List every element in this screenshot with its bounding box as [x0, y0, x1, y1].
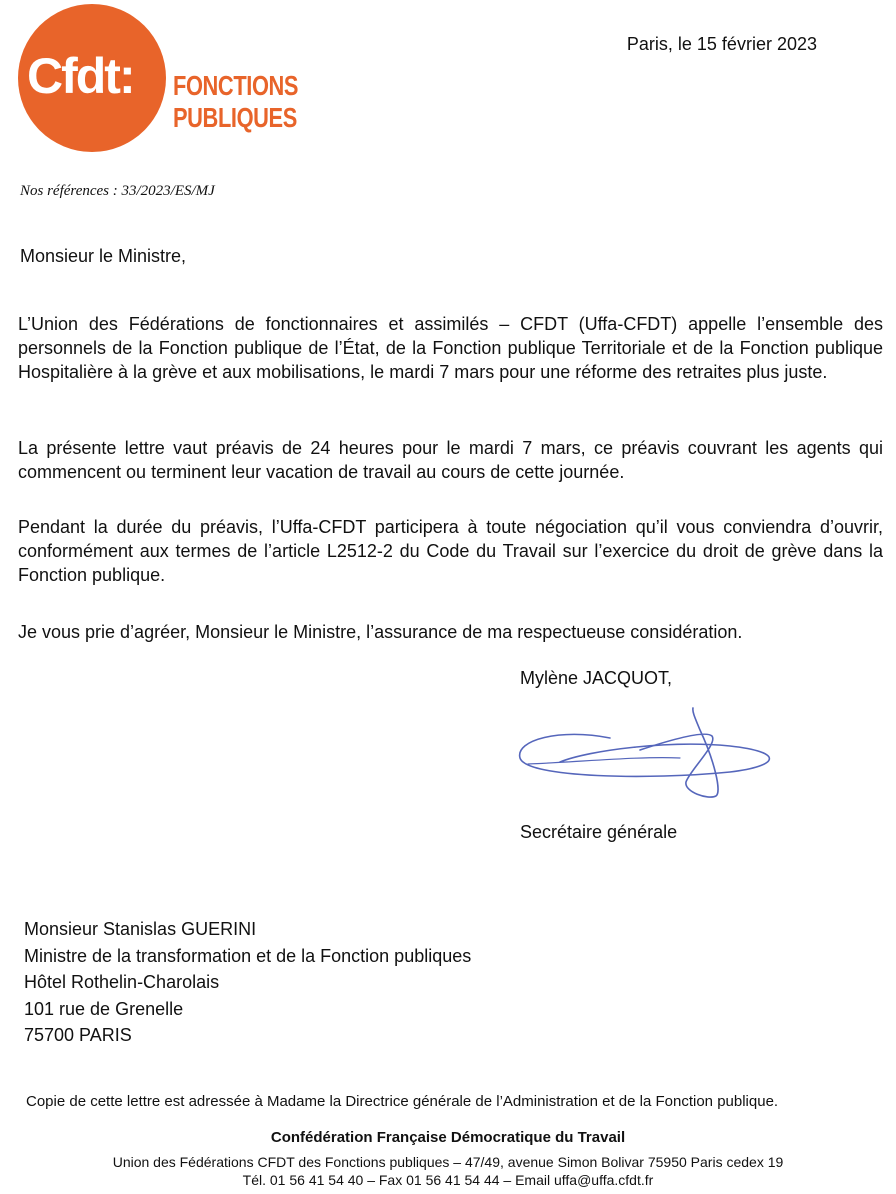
- footer-address: Union des Fédérations CFDT des Fonctions publiques – 47/49, avenue Simon Bolivar 75950 Paris cedex 19: [112, 1154, 784, 1170]
- logo-mark: Cfdt:: [27, 48, 134, 104]
- footer-contact: Tél. 01 56 41 54 40 – Fax 01 56 41 54 44 – Email uffa@uffa.cfdt.fr: [242, 1172, 654, 1188]
- signature-stroke-underline: [528, 758, 680, 764]
- handwritten-signature: [500, 700, 790, 810]
- cfdt-logo: [18, 4, 308, 154]
- logo-text: [173, 70, 298, 134]
- recipient-name: Monsieur Stanislas GUERINI: [24, 919, 257, 939]
- logo-line-2: PUBLIQUES: [173, 102, 297, 133]
- paragraph-strike-call-main: L’Union des Fédérations de fonctionnaires et assimilés – CFDT (Uffa-CFDT) appelle l’ensemble des personnels de la Fonction publique de l’État, de la Fonction publique Territoriale et de la Fonction publique Hospitalière à la grève et aux mobilisations, le mardi 7 mars: [18, 314, 883, 382]
- recipient-position: Ministre de la transformation et de la Fonction publiques: [24, 945, 472, 966]
- salutation: Monsieur le Ministre,: [20, 246, 187, 266]
- paragraph-strike-call: [18, 312, 883, 384]
- reference-number: Nos références : 33/2023/ES/MJ: [20, 183, 215, 199]
- signature-stroke-loop: [520, 734, 770, 776]
- recipient-city: 75700 PARIS: [24, 1025, 132, 1045]
- recipient-address: [24, 916, 471, 1049]
- paragraph-notice: La présente lettre vaut préavis de 24 heures pour le mardi 7 mars, ce préavis couvrant les agents qui commencent ou terminent leur vacation de travail au cours de cette journée.: [18, 438, 883, 482]
- paragraph-negotiation: Pendant la durée du préavis, l’Uffa-CFDT participera à toute négociation qu’il vous conviendra d’ouvrir, conformément aux termes de l’article L2512-2 du Code du Travail sur l’exercice du droit de grève dans la Fonction publique.: [18, 517, 883, 585]
- copy-note: Copie de cette lettre est adressée à Madame la Directrice générale de l’Administration et de la Fonction publique.: [26, 1093, 779, 1110]
- signer-title: Secrétaire générale: [520, 822, 678, 842]
- recipient-building: Hôtel Rothelin-Charolais: [24, 972, 220, 992]
- logo-line-1: FONCTIONS: [173, 70, 299, 101]
- signer-name: Mylène JACQUOT,: [520, 668, 673, 688]
- letter-date: Paris, le 15 février 2023: [626, 34, 817, 54]
- signature-stroke-cross: [640, 708, 718, 797]
- paragraph-strike-call-tail: pour une réforme des retraites plus juste.: [499, 362, 828, 382]
- recipient-street: 101 rue de Grenelle: [24, 998, 184, 1019]
- paragraph-closing: Je vous prie d’agréer, Monsieur le Ministre, l’assurance de ma respectueuse considération.: [18, 622, 743, 642]
- footer-title: Confédération Française Démocratique du Travail: [270, 1129, 626, 1146]
